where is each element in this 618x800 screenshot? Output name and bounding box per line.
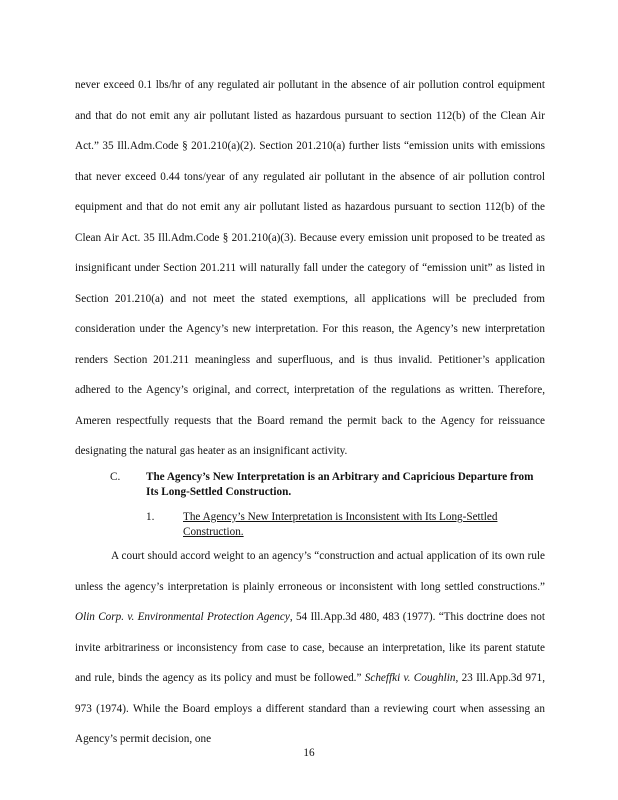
- paragraph-text: , 54 Ill.App.3d 480, 483 (1977). “This doctrine does not invite arbitrariness or inconsistency from case to case, because an interpretation, like its parent statute and rule, binds the agency as its policy and must be followed.”: [75, 611, 545, 684]
- case-citation: Olin Corp. v. Environmental Protection Agency: [75, 611, 290, 623]
- body-paragraph: [75, 70, 545, 467]
- paragraph-text: A court should accord weight to an agency’s “construction and actual application of its own rule unless the agency’s interpretation is plainly erroneous or inconsistent with long settled constructions.”: [75, 550, 545, 593]
- subsection-heading: [183, 510, 543, 540]
- subsection-heading-part: The Agency’s New Interpretation is Inconsistent with Its Long-Settled: [183, 511, 498, 523]
- body-paragraph: [75, 541, 545, 755]
- paragraph-text: , 23 Ill.App.3d 971, 973 (1974). While the Board employs a different standard than a reviewing court when assessing an Agency’s permit decision, one: [75, 672, 545, 745]
- page-number: 16: [303, 747, 315, 759]
- section-letter: C.: [110, 471, 121, 483]
- case-citation: Scheffki v. Coughlin: [364, 672, 456, 684]
- section-heading: The Agency’s New Interpretation is an Arbitrary and Capricious Departure from Its Long-Settled Construction.: [146, 471, 534, 498]
- paragraph-text: never exceed 0.1 lbs/hr of any regulated air pollutant in the absence of air pollution control equipment and that do not emit any air pollutant listed as hazardous pursuant to section 112(b) of the Clean Air Act.” 35 Ill.Adm.Code § 201.210(a)(2). Section 201.210(a) further lists “emission units with emissions that never exceed 0.44 tons/year of any regulated air pollutant in the absence of air pollution control equipment and that do not emit any air pollutant listed as hazardous pursuant to section 112(b) of the Clean Air Act. 35 Ill.Adm.Code § 201.210(a)(3). Because every emission unit proposed to be treated as insignificant under Section 201.211 will naturally fall under the category of “emission unit” as listed in Section 201.210(a) and not meet the stated exemptions, all applications will be precluded from consideration under the Agency’s new interpretation. For this reason, the Agency’s new interpretation renders Section 201.211 meaningless and superfluous, and is thus invalid. Petitioner’s application adhered to the Agency’s original, and correct, interpretation of the regulations as written. Therefore, Ameren respectfully requests that the Board remand the permit back to the Agency for reissuance designating the natural gas heater as an insignificant activity.: [75, 79, 545, 457]
- subsection-heading-part: Construction.: [183, 526, 244, 538]
- subsection-number: 1.: [146, 511, 155, 523]
